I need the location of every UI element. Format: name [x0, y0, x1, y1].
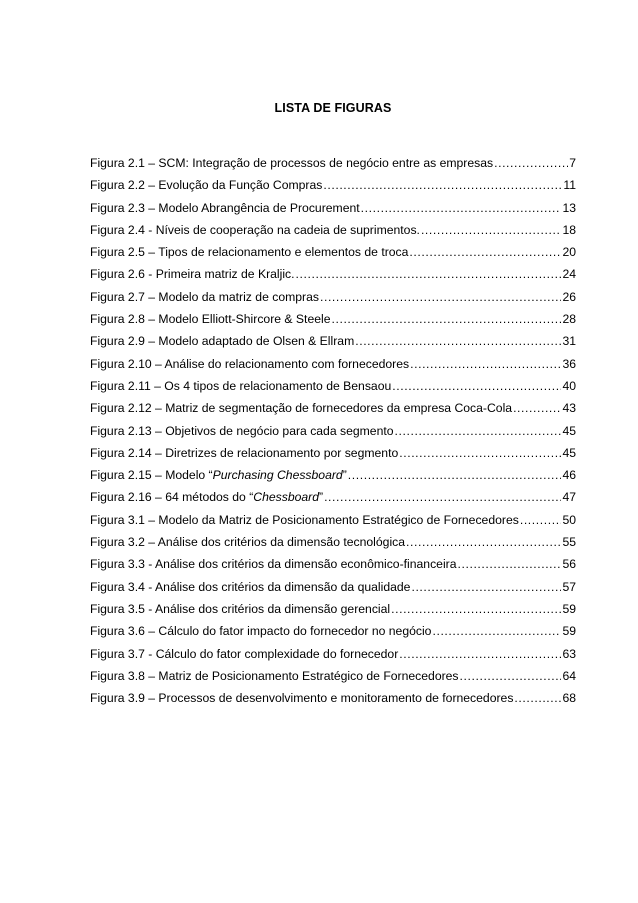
dot-leader — [458, 557, 562, 571]
figure-entry-caption — [90, 647, 399, 661]
figure-entry — [90, 624, 576, 646]
caption-segment: Figura 2.3 – Modelo Abrangência de Procurement — [90, 200, 360, 215]
figure-entry-caption — [90, 379, 392, 393]
figure-entry-caption — [90, 602, 391, 616]
figure-entry-page-number: 57 — [562, 579, 576, 594]
figure-entry — [90, 647, 576, 669]
figure-entry — [90, 312, 576, 334]
dot-leader — [348, 468, 562, 482]
figure-entry — [90, 267, 576, 289]
figure-entry-caption — [90, 490, 324, 504]
dot-leader — [411, 580, 561, 594]
figure-entry — [90, 424, 576, 446]
figure-entry — [90, 379, 576, 401]
figure-entry-caption — [90, 245, 409, 259]
dot-leader — [421, 223, 562, 237]
figure-entry-page-number: 55 — [562, 535, 576, 550]
figure-entry — [90, 334, 576, 356]
dot-leader — [323, 178, 562, 192]
figure-entry-page-number: 45 — [562, 445, 576, 460]
figure-list — [90, 156, 576, 713]
figure-entry — [90, 602, 576, 624]
figure-entry — [90, 401, 576, 423]
figure-entry — [90, 535, 576, 557]
dot-leader — [409, 245, 561, 259]
figure-entry-page-number: 18 — [562, 222, 576, 237]
caption-segment: Figura 3.4 - Análise dos critérios da dimensão da qualidade — [90, 579, 411, 594]
figure-entry — [90, 580, 576, 602]
caption-segment: Figura 3.5 - Análise dos critérios da dimensão gerencial — [90, 601, 391, 616]
dot-leader — [460, 669, 562, 683]
figure-entry — [90, 245, 576, 267]
figure-entry-page-number: 36 — [562, 356, 576, 371]
figure-entry-page-number: 43 — [562, 401, 576, 416]
figure-entry — [90, 669, 576, 691]
dot-leader — [520, 513, 562, 527]
caption-segment: Figura 2.14 – Diretrizes de relacionamento por segmento — [90, 445, 399, 460]
figure-entry-caption — [90, 513, 520, 527]
dot-leader — [296, 267, 562, 281]
caption-segment: Figura 2.9 – Modelo adaptado de Olsen & Ellram — [90, 334, 355, 349]
figure-entry-page-number: 7 — [569, 156, 576, 170]
figure-entry — [90, 691, 576, 713]
figure-entry — [90, 468, 576, 490]
figure-entry — [90, 201, 576, 223]
figure-entry-caption — [90, 312, 331, 326]
figure-entry-page-number: 31 — [562, 334, 576, 349]
dot-leader — [410, 357, 561, 371]
dot-leader — [355, 334, 561, 348]
figure-entry-page-number: 46 — [562, 468, 576, 483]
caption-segment: Figura 3.3 - Análise dos critérios da dimensão econômico-financeira — [90, 557, 457, 572]
caption-segment: Figura 2.5 – Tipos de relacionamento e elementos de troca — [90, 245, 409, 260]
figure-entry-caption — [90, 446, 399, 460]
figure-entry-caption — [90, 624, 432, 638]
dot-leader — [494, 156, 568, 170]
figure-entry — [90, 513, 576, 535]
dot-leader — [406, 535, 561, 549]
caption-segment: Figura 2.16 – 64 métodos do “ — [90, 490, 254, 505]
dot-leader — [432, 624, 561, 638]
figure-entry-caption — [90, 223, 421, 237]
page-title: LISTA DE FIGURAS — [274, 101, 392, 116]
caption-segment: Figura 3.8 – Matriz de Posicionamento Estratégico de Fornecedores — [90, 668, 459, 683]
caption-segment: Figura 2.4 - Níveis de cooperação na cadeia de suprimentos. — [90, 222, 420, 237]
figure-entry-caption — [90, 401, 513, 415]
figure-entry — [90, 490, 576, 512]
figure-entry-page-number: 13 — [562, 200, 576, 215]
dot-leader — [320, 290, 561, 304]
figure-entry-caption — [90, 290, 320, 304]
figure-entry-page-number: 59 — [562, 624, 576, 639]
dot-leader — [391, 602, 561, 616]
figure-entry-caption — [90, 669, 460, 683]
figure-entry-caption — [90, 178, 323, 192]
figure-entry-caption — [90, 424, 395, 438]
caption-segment: Figura 3.9 – Processos de desenvolvimento e monitoramento de fornecedores — [90, 691, 514, 706]
caption-segment: ” — [342, 468, 347, 483]
figure-entry-page-number: 50 — [562, 512, 576, 527]
caption-segment: Figura 3.2 – Análise dos critérios da dimensão tecnológica — [90, 535, 406, 550]
figure-entry-caption — [90, 691, 514, 705]
figure-entry-page-number: 24 — [562, 267, 576, 282]
figure-entry-page-number: 28 — [562, 312, 576, 327]
figure-entry — [90, 156, 576, 178]
figure-entry-caption — [90, 156, 494, 170]
dot-leader — [361, 201, 562, 215]
figure-entry — [90, 178, 576, 200]
caption-segment: Figura 2.13 – Objetivos de negócio para cada segmento — [90, 423, 394, 438]
figure-entry-page-number: 47 — [562, 490, 576, 505]
caption-segment: Figura 2.2 – Evolução da Função Compras — [90, 178, 323, 193]
caption-segment: Figura 3.6 – Cálculo do fator impacto do fornecedor no negócio — [90, 624, 432, 639]
caption-segment: Figura 2.1 – SCM: Integração de processos de negócio entre as empresas — [90, 156, 494, 170]
figure-entry-page-number: 64 — [562, 668, 576, 683]
dot-leader — [395, 424, 562, 438]
caption-segment: Figura 3.7 - Cálculo do fator complexidade do fornecedor — [90, 646, 399, 661]
figure-entry-caption — [90, 468, 348, 482]
figure-entry-page-number: 68 — [562, 691, 576, 706]
dot-leader — [514, 691, 561, 705]
figure-entry — [90, 357, 576, 379]
dot-leader — [399, 647, 561, 661]
caption-segment: Figura 2.10 – Análise do relacionamento com fornecedores — [90, 356, 410, 371]
dot-leader — [331, 312, 561, 326]
figure-entry-caption — [90, 201, 361, 215]
caption-segment: Figura 2.12 – Matriz de segmentação de fornecedores da empresa Coca-Cola — [90, 401, 513, 416]
caption-italic-segment: Purchasing Chessboard — [212, 468, 343, 483]
dot-leader — [324, 490, 561, 504]
caption-segment: Figura 2.15 – Modelo “ — [90, 468, 213, 483]
caption-segment: Figura 2.11 – Os 4 tipos de relacionamento de Bensaou — [90, 378, 392, 393]
figure-entry-caption — [90, 535, 406, 549]
figure-entry-caption — [90, 557, 458, 571]
figure-entry-page-number: 56 — [562, 557, 576, 572]
figure-entry-page-number: 11 — [563, 178, 576, 193]
dot-leader — [392, 379, 561, 393]
caption-segment: Figura 2.7 – Modelo da matriz de compras — [90, 289, 319, 304]
figure-entry-page-number: 59 — [562, 601, 576, 616]
figure-entry-caption — [90, 334, 355, 348]
figure-entry-caption — [90, 357, 410, 371]
dot-leader — [399, 446, 561, 460]
figure-entry-page-number: 20 — [562, 245, 576, 260]
caption-italic-segment: Chessboard — [253, 490, 319, 505]
caption-segment: Figura 2.8 – Modelo Elliott-Shircore & Steele — [90, 312, 331, 327]
figure-entry-page-number: 26 — [562, 289, 576, 304]
figure-entry-page-number: 63 — [562, 646, 576, 661]
figure-entry-page-number: 45 — [562, 423, 576, 438]
figure-entry — [90, 446, 576, 468]
caption-segment: Figura 2.6 - Primeira matriz de Kraljic. — [90, 267, 295, 282]
caption-segment: ” — [319, 490, 324, 505]
figure-entry-page-number: 40 — [562, 378, 576, 393]
caption-segment: Figura 3.1 – Modelo da Matriz de Posicionamento Estratégico de Fornecedores — [90, 512, 519, 527]
figure-entry-caption — [90, 580, 411, 594]
figure-entry — [90, 223, 576, 245]
figure-entry — [90, 557, 576, 579]
dot-leader — [513, 401, 561, 415]
figure-entry — [90, 290, 576, 312]
figure-entry-caption — [90, 267, 296, 281]
